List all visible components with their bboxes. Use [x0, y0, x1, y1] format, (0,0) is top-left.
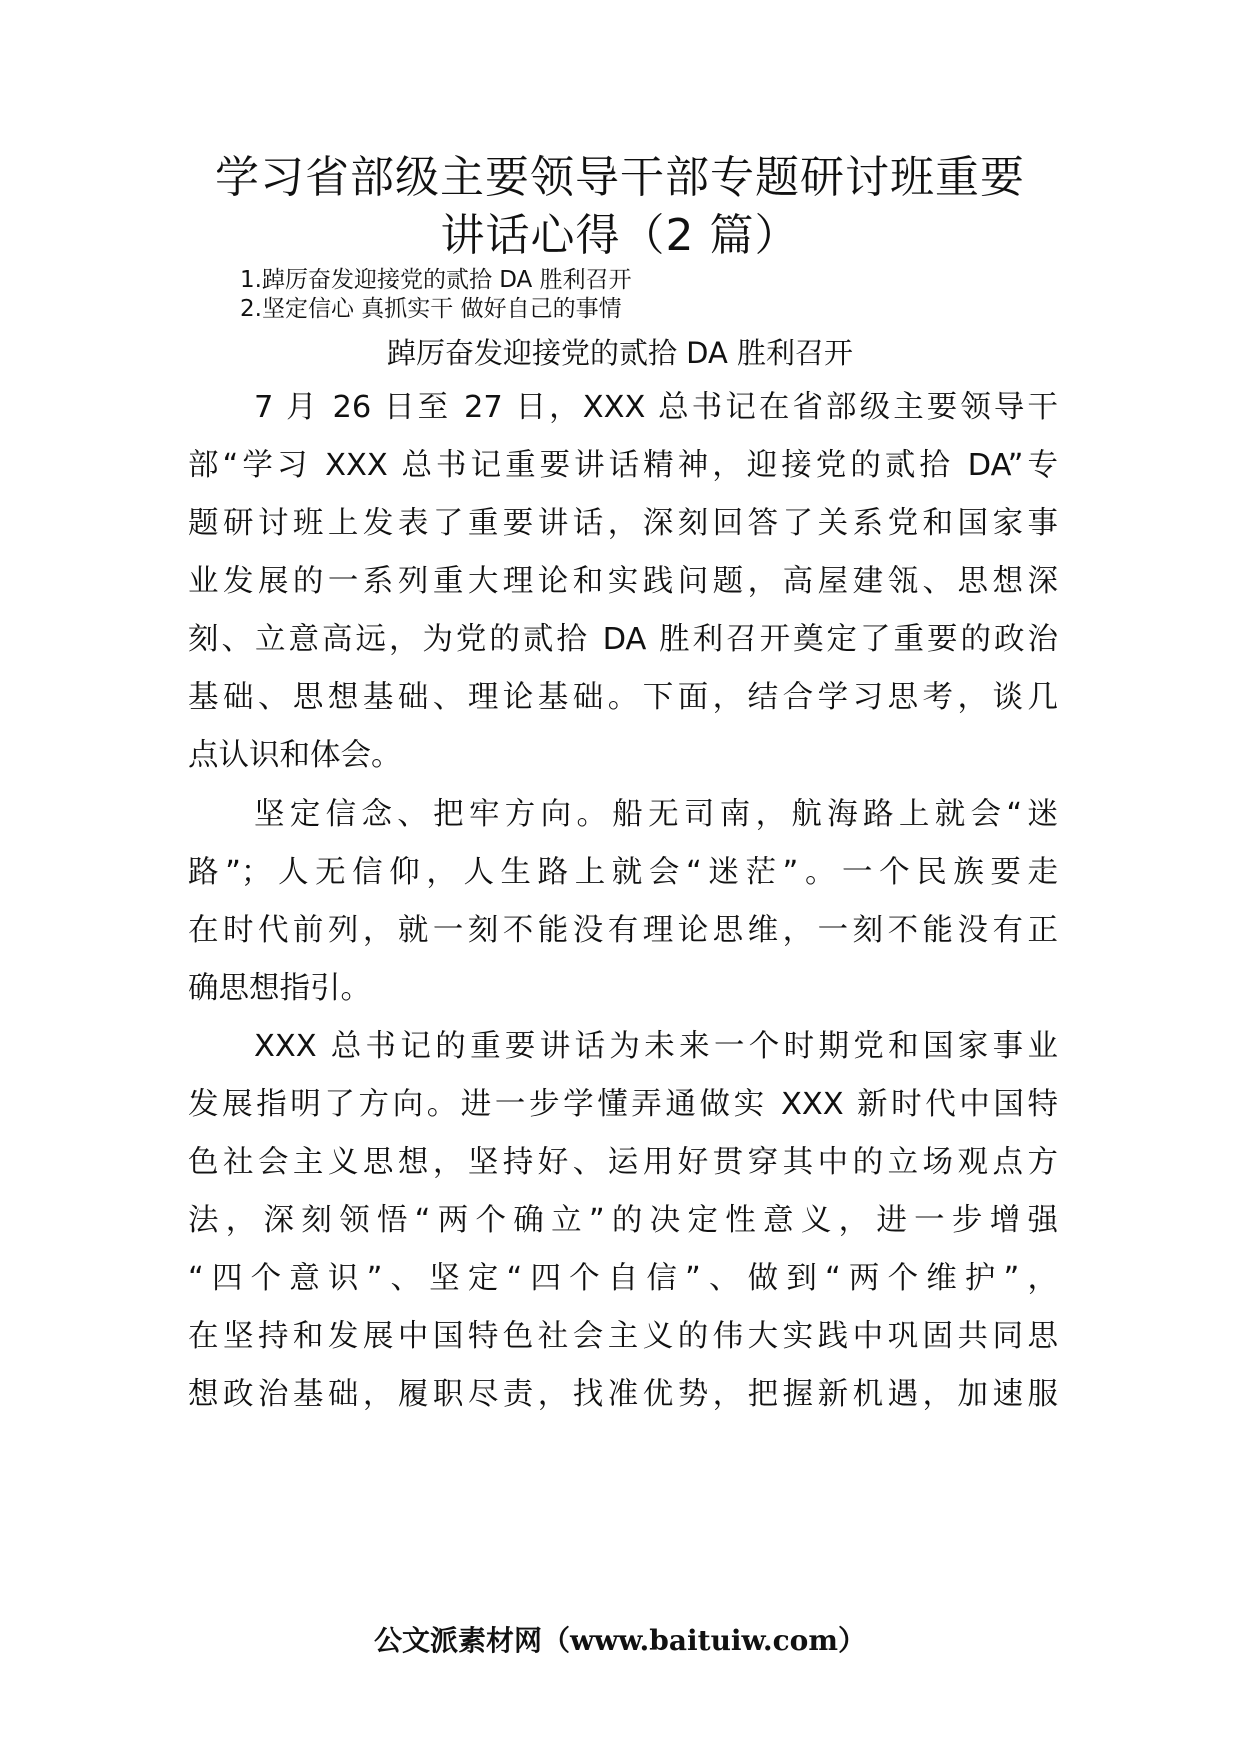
paragraph-line: 发展指明了方向。进一步学懂弄通做实 XXX 新时代中国特	[188, 1087, 1058, 1122]
document-title-line-1: 学习省部级主要领导干部专题研讨班重要	[215, 152, 1025, 203]
paragraph-line: 部“学习 XXX 总书记重要讲话精神，迎接党的贰拾 DA”专	[188, 448, 1058, 483]
paragraph-line: 在时代前列，就一刻不能没有理论思维，一刻不能没有正	[188, 913, 1058, 948]
paragraph-line: 刻、立意高远，为党的贰拾 DA 胜利召开奠定了重要的政治	[188, 622, 1058, 657]
section-heading: 踔厉奋发迎接党的贰拾 DA 胜利召开	[386, 336, 854, 370]
paragraph-line: 题研讨班上发表了重要讲话，深刻回答了关系党和国家事	[188, 506, 1058, 541]
paragraph-line: 7 月 26 日至 27 日，XXX 总书记在省部级主要领导干	[254, 390, 1058, 425]
paragraph-line: “四个意识”、坚定“四个自信”、做到“两个维护”，	[188, 1261, 1058, 1296]
paragraph-line: 法，深刻领悟“两个确立”的决定性意义，进一步增强	[188, 1203, 1058, 1238]
paragraph-line: XXX 总书记的重要讲话为未来一个时期党和国家事业	[254, 1029, 1058, 1064]
paragraph-line: 坚定信念、把牢方向。船无司南，航海路上就会“迷	[254, 797, 1058, 832]
paragraph-line: 路”；人无信仰，人生路上就会“迷茫”。一个民族要走	[188, 855, 1058, 890]
toc-item-1: 1.踔厉奋发迎接党的贰拾 DA 胜利召开	[240, 267, 632, 293]
paragraph-line: 确思想指引。	[188, 971, 371, 1006]
footer-site-name: 公文派素材网（www.baituiw.com）	[374, 1624, 866, 1657]
paragraph-line: 想政治基础，履职尽责，找准优势，把握新机遇，加速服	[188, 1377, 1058, 1412]
paragraph-line: 点认识和体会。	[188, 738, 402, 773]
paragraph-line: 色社会主义思想，坚持好、运用好贯穿其中的立场观点方	[188, 1145, 1058, 1180]
paragraph-line: 基础、思想基础、理论基础。下面，结合学习思考，谈几	[188, 680, 1058, 715]
document-title-line-2: 讲话心得（2 篇）	[440, 210, 800, 261]
toc-item-2: 2.坚定信心 真抓实干 做好自己的事情	[240, 296, 622, 322]
paragraph-line: 业发展的一系列重大理论和实践问题，高屋建瓴、思想深	[188, 564, 1058, 599]
paragraph-line: 在坚持和发展中国特色社会主义的伟大实践中巩固共同思	[188, 1319, 1058, 1354]
